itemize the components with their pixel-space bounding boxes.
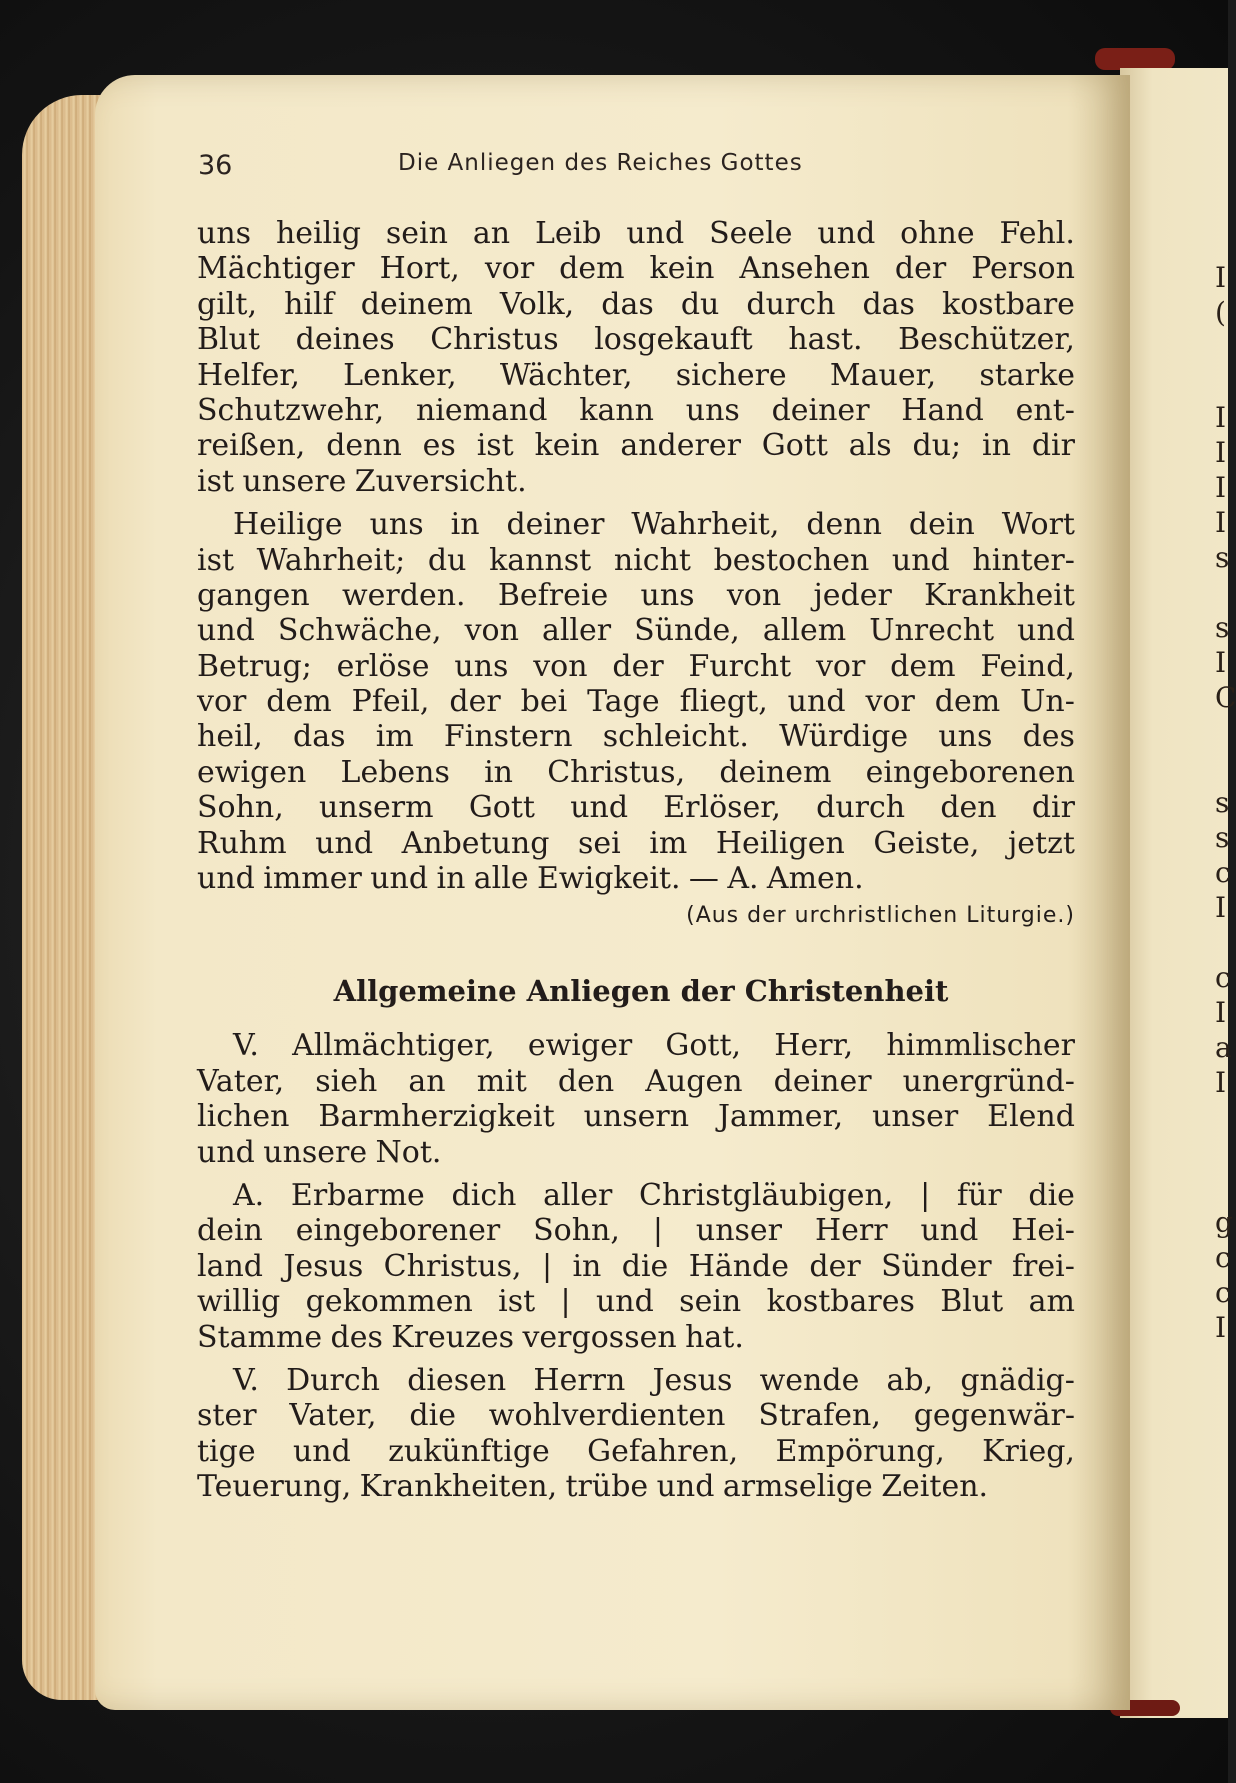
text-line: land Jesus Christus, | in die Hände der Sünder frei- xyxy=(197,1248,1075,1284)
section-paragraphs xyxy=(197,1028,1075,1504)
text-line: Heilige uns in deiner Wahrheit, denn dein Wort xyxy=(233,507,1075,543)
text-line: lichen Barmherzigkeit unsern Jammer, unser Elend xyxy=(197,1099,1075,1135)
paragraph-gap xyxy=(197,1355,1075,1363)
paragraph xyxy=(197,1028,1075,1170)
section-title: Allgemeine Anliegen der Christenheit xyxy=(333,974,949,1009)
text-line: ewigen Lebens in Christus, deinem eingeborenen xyxy=(197,754,1075,790)
text-line: Betrug; erlöse uns von der Furcht vor dem Feind, xyxy=(197,648,1075,684)
paragraph xyxy=(197,1363,1075,1505)
paragraph-gap xyxy=(197,1170,1075,1178)
prayer-paragraphs xyxy=(197,216,1075,896)
text-line: ster Vater, die wohlverdienten Strafen, gegenwär- xyxy=(197,1398,1075,1434)
paragraph xyxy=(197,1178,1075,1355)
text-line: Schutzwehr, niemand kann uns deiner Hand ent- xyxy=(197,392,1075,428)
text-line: ist Wahrheit; du kannst nicht bestochen und hinter- xyxy=(197,542,1075,578)
text-line: uns heilig sein an Leib und Seele und ohne Fehl. xyxy=(197,216,1075,251)
text-line: Helfer, Lenker, Wächter, sichere Mauer, starke xyxy=(197,357,1075,393)
running-title: Die Anliegen des Reiches Gottes xyxy=(398,150,803,176)
text-line: willig gekommen ist | und sein kostbares Blut am xyxy=(197,1284,1075,1320)
text-line: gangen werden. Befreie uns von jeder Krankheit xyxy=(197,577,1075,613)
paragraph-gap xyxy=(197,499,1075,507)
facing-page-letters: I ( I I I I s s I C s s c I c I a I g c c I xyxy=(1215,261,1236,1344)
text-line: und immer und in alle Ewigkeit. — A. Amen. xyxy=(197,861,864,897)
paragraph xyxy=(197,216,1075,499)
text-line: gilt, hilf deinem Volk, das du durch das kostbare xyxy=(197,286,1075,322)
text-line: V. Durch diesen Herrn Jesus wende ab, gnädig- xyxy=(233,1362,1075,1398)
text-line: dein eingeborener Sohn, | unser Herr und Hei- xyxy=(197,1213,1075,1249)
text-line: Stamme des Kreuzes vergossen hat. xyxy=(197,1319,744,1355)
text-line: Mächtiger Hort, vor dem kein Ansehen der Person xyxy=(197,251,1075,287)
page-number: 36 xyxy=(198,150,233,181)
page-body xyxy=(197,216,1075,1505)
text-line: vor dem Pfeil, der bei Tage fliegt, und vor dem Un- xyxy=(197,684,1075,720)
text-line: und unsere Not. xyxy=(197,1134,442,1170)
text-line: reißen, denn es ist kein anderer Gott als du; in dir xyxy=(197,428,1075,464)
page-header xyxy=(198,150,1078,190)
text-line: und Schwäche, von aller Sünde, allem Unrecht und xyxy=(197,613,1075,649)
text-line: A. Erbarme dich aller Christgläubigen, | für die xyxy=(233,1177,1075,1213)
text-line: heil, das im Finstern schleicht. Würdige uns des xyxy=(197,719,1075,755)
text-line: Blut deines Christus losgekauft hast. Beschützer, xyxy=(197,322,1075,358)
facing-page xyxy=(1120,68,1236,1718)
text-line: tige und zukünftige Gefahren, Empörung, Krieg, xyxy=(197,1433,1075,1469)
text-line: ist unsere Zuversicht. xyxy=(197,463,527,499)
text-line: V. Allmächtiger, ewiger Gott, Herr, himmlischer xyxy=(233,1028,1075,1064)
text-line: Vater, sieh an mit den Augen deiner unergründ- xyxy=(197,1063,1075,1099)
text-line: Ruhm und Anbetung sei im Heiligen Geiste, jetzt xyxy=(197,825,1075,861)
text-line: Teuerung, Krankheiten, trübe und armselige Zeiten. xyxy=(197,1469,989,1505)
text-line: Sohn, unserm Gott und Erlöser, durch den dir xyxy=(197,790,1075,826)
paragraph xyxy=(197,507,1075,896)
ribbon-bookmark-top xyxy=(1095,48,1175,70)
source-citation: (Aus der urchristlichen Liturgie.) xyxy=(686,903,1075,929)
